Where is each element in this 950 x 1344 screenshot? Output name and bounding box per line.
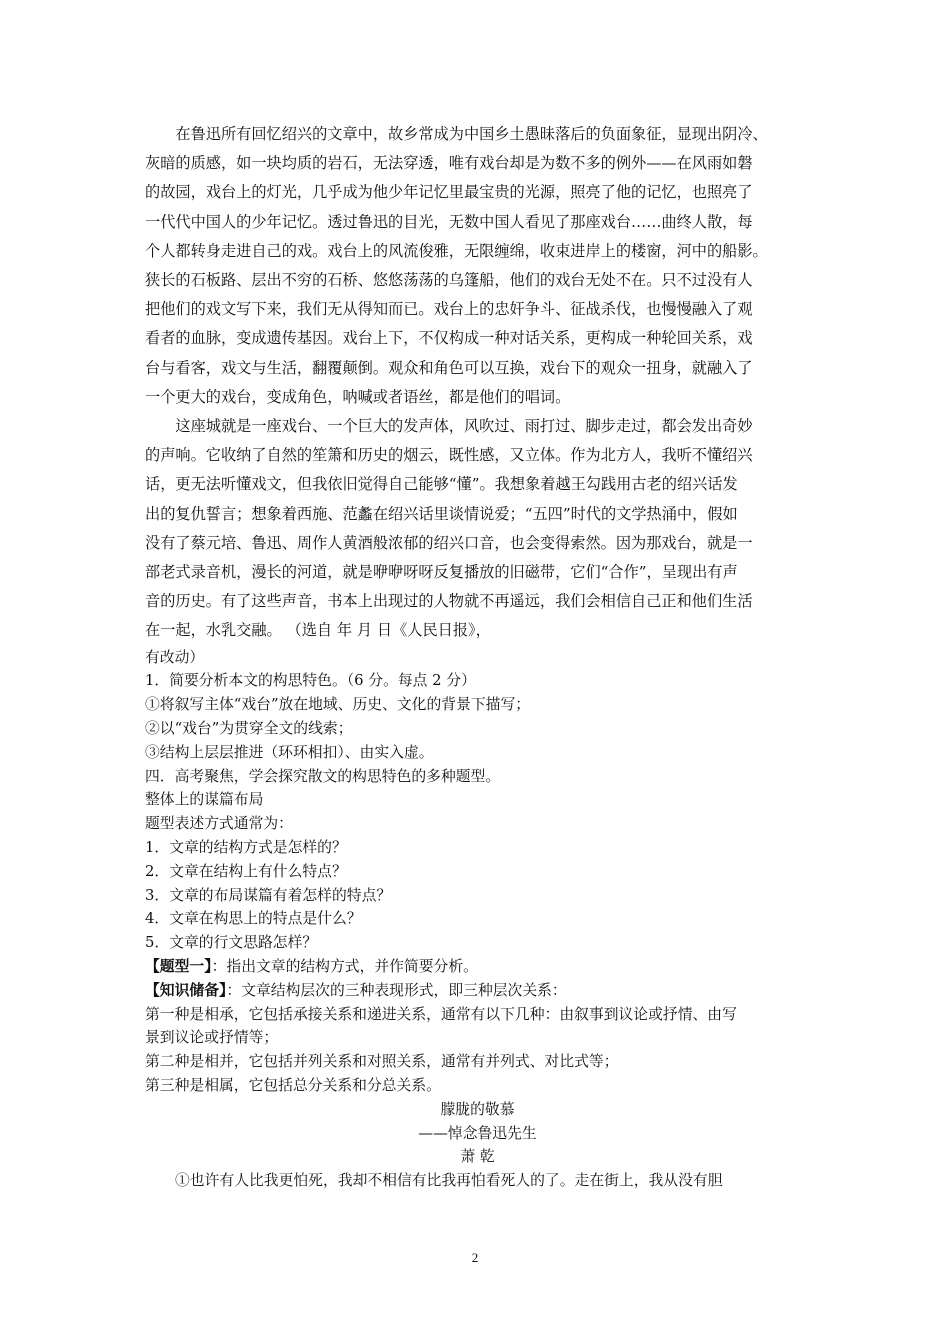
para2-line: 没有了蔡元培、鲁迅、周作人黄酒般浓郁的绍兴口音，也会变得索然。因为那戏台，就是一 <box>145 533 753 552</box>
para1-line: 个人都转身走进自己的戏。戏台上的风流俊雅，无限缠绵，收束进岸上的楼窗，河中的船影。 <box>145 241 768 260</box>
para1-line: 在鲁迅所有回忆绍兴的文章中，故乡常成为中国乡土愚昧落后的负面象征，显现出阴冷、 <box>175 125 768 143</box>
para2-line: 出的复仇誓言；想象着西施、范蠡在绍兴话里谈情说爱；“五四”时代的文学热涌中，假如 <box>145 504 738 523</box>
answer-item: ③结构上层层推进（环环相扣）、由实入虚。 <box>145 743 434 761</box>
question-1: 1．简要分析本文的构思特色。（6 分。每点 2 分） <box>145 672 476 690</box>
source-tail: 有改动） <box>145 648 205 666</box>
essay-first-line: ①也许有人比我更怕死，我却不相信有比我再怕看死人的了。走在街上，我从没有胆 <box>175 1172 723 1190</box>
para2-line: 这座城就是一座戏台、一个巨大的发声体，风吹过、雨打过、脚步走过，都会发出奇妙 <box>175 417 753 436</box>
page-number: 2 <box>471 1250 479 1265</box>
answer-item: ①将叙写主体“戏台”放在地域、历史、文化的背景下描写； <box>145 696 531 714</box>
paragraph-1 <box>145 120 810 412</box>
question-form-item: 3．文章的布局谋篇有着怎样的特点？ <box>145 886 392 904</box>
question-form-item: 1．文章的结构方式是怎样的？ <box>145 839 347 857</box>
answer-item: ②以“戏台”为贯穿全文的线索； <box>145 720 353 738</box>
para2-line: 的声响。它收纳了自然的笙箫和历史的烟云，既性感，又立体。作为北方人，我听不懂绍兴 <box>145 446 753 465</box>
question-form-item: 4．文章在构思上的特点是什么？ <box>145 910 362 928</box>
essay-author: 萧 乾 <box>460 1148 495 1166</box>
layout-title: 整体上的谋篇布局 <box>145 791 264 809</box>
question-form-item: 5．文章的行文思路怎样？ <box>145 934 318 952</box>
para2-line: 话，更无法听懂戏文，但我依旧觉得自己能够“懂”。我想象着越王勾践用古老的绍兴话发 <box>145 475 738 494</box>
para2-line: 音的历史。有了这些声音，书本上出现过的人物就不再遥远，我们会相信自己正和他们生活 <box>145 592 753 611</box>
para1-line: 把他们的戏文写下来，我们无从得知而已。戏台上的忠奸争斗、征战杀伐，也慢慢融入了观 <box>145 300 753 319</box>
relation-line: 第一种是相承，它包括承接关系和递进关系，通常有以下几种：由叙事到议论或抒情、由写 <box>145 1005 737 1023</box>
knowledge-label: 【知识储备】 <box>145 981 227 999</box>
para2-line: 部老式录音机，漫长的河道，就是咿咿呀呀反复播放的旧磁带，它们“合作”，呈现出有声 <box>145 563 738 582</box>
para1-line: 的故园，戏台上的灯光，几乎成为他少年记忆里最宝贵的光源，照亮了他的记忆，也照亮了 <box>145 183 753 202</box>
type-1-line <box>145 955 810 979</box>
document-body <box>145 120 810 1193</box>
para1-line: 看者的血脉，变成遗传基因。戏台上下，不仅构成一种对话关系，更构成一种轮回关系，戏 <box>145 329 753 348</box>
type-1-text: ：指出文章的结构方式，并作简要分析。 <box>211 958 478 976</box>
para1-line: 台与看客，戏文与生活，翻覆颠倒。观众和角色可以互换，戏台下的观众一扭身，就融入了 <box>145 358 753 377</box>
relation-line: 第三种是相属，它包括总分关系和分总关系。 <box>145 1077 441 1094</box>
paragraph-2 <box>145 412 810 646</box>
knowledge-text: ：文章结构层次的三种表现形式，即三种层次关系： <box>226 981 567 999</box>
knowledge-line <box>145 979 810 1003</box>
para1-line: 灰暗的质感，如一块均质的岩石，无法穿透，唯有戏台却是为数不多的例外——在风雨如磐 <box>145 154 753 173</box>
essay-title: 朦胧的敬慕 <box>440 1100 515 1118</box>
para2-line: 在一起，水乳交融。 （选自 年 月 日《人民日报》， <box>145 621 491 640</box>
section-heading: 四．高考聚焦，学会探究散文的构思特色的多种题型。 <box>145 767 501 785</box>
para1-line: 一个更大的戏台，变成角色，呐喊或者语丝，都是他们的唱词。 <box>145 387 571 406</box>
essay-subtitle: ——悼念鲁迅先生 <box>418 1124 537 1142</box>
para1-line: 狭长的石板路、层出不穷的石桥、悠悠荡荡的乌篷船，他们的戏台无处不在。只不过没有人 <box>145 271 753 290</box>
relation-line: 景到议论或抒情等； <box>145 1029 279 1047</box>
relation-line: 第二种是相并，它包括并列关系和对照关系，通常有并列式、对比式等； <box>145 1053 619 1071</box>
para1-line: 一代代中国人的少年记忆。透过鲁迅的目光，无数中国人看见了那座戏台……曲终人散，每 <box>145 212 753 231</box>
type-1-label: 【题型一】 <box>145 958 212 976</box>
question-form-title: 题型表述方式通常为： <box>145 815 293 833</box>
exercise-section <box>145 646 810 1193</box>
question-form-item: 2．文章在结构上有什么特点？ <box>145 862 347 880</box>
